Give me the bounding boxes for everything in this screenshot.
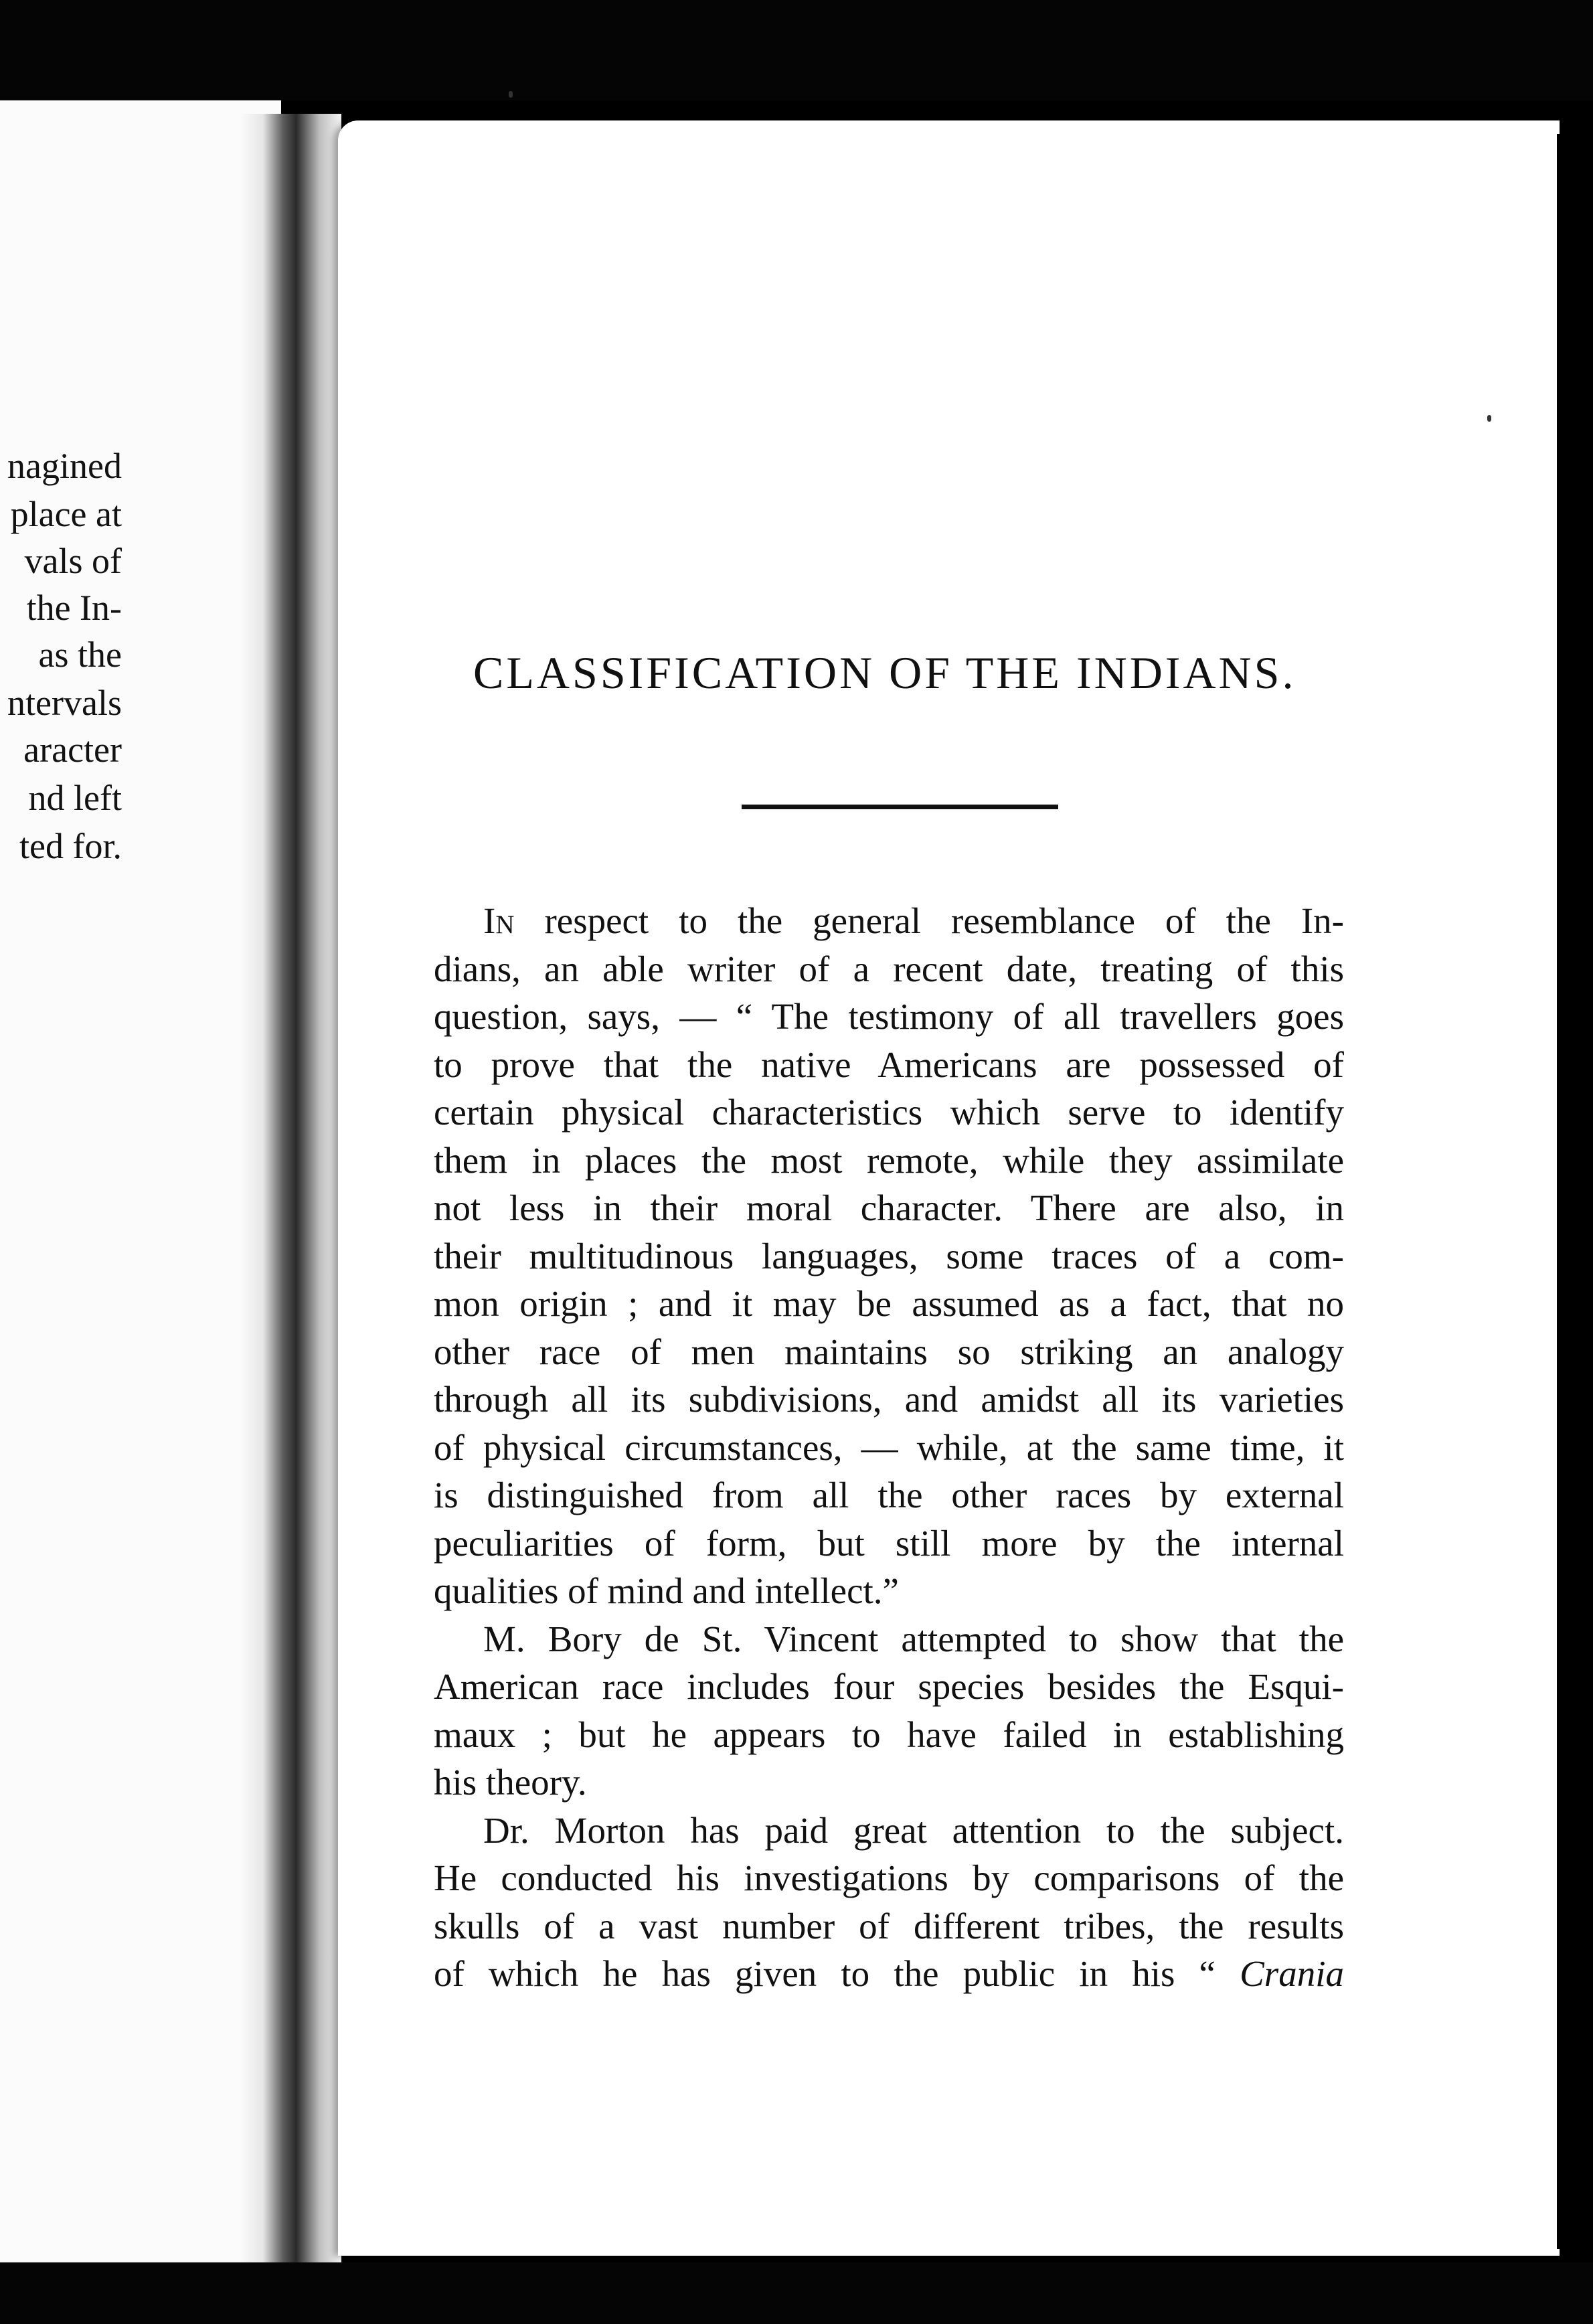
left-page-line: nagined xyxy=(7,446,122,486)
text-line xyxy=(434,1950,1344,1998)
scan-speck xyxy=(1487,415,1491,422)
text-line: skulls of a vast number of different tribes, the results xyxy=(434,1905,1344,1946)
text-line: through all its subdivisions, and amidst all its varieties xyxy=(434,1379,1344,1420)
drop-lead-word: In xyxy=(483,900,515,941)
text-line: mon origin ; and it may be assumed as a fact, that no xyxy=(434,1283,1344,1324)
left-page-line: as the xyxy=(38,635,122,675)
text-line: American race includes four species besides the Esqui- xyxy=(434,1666,1344,1707)
text-line: is distinguished from all the other races by external xyxy=(434,1475,1344,1515)
text-line: qualities of mind and intellect.” xyxy=(434,1570,899,1611)
chapter-title: CLASSIFICATION OF THE INDIANS. xyxy=(473,647,1296,698)
left-page-line: nd left xyxy=(28,778,122,818)
title-rule xyxy=(742,805,1058,809)
text-line: certain physical characteristics which serve to identify xyxy=(434,1092,1344,1133)
book-gutter xyxy=(241,114,341,2269)
text-line: them in places the most remote, while they assimilate xyxy=(434,1139,1344,1181)
scan-speck xyxy=(509,91,513,98)
text-line: his theory. xyxy=(434,1762,587,1803)
text-line xyxy=(434,897,1344,945)
scan-border-right xyxy=(1557,134,1593,2249)
text-line: other race of men maintains so striking an analogy xyxy=(434,1331,1344,1372)
text-line: maux ; but he appears to have failed in establishing xyxy=(434,1714,1344,1755)
text-line: M. Bory de St. Vincent attempted to show that the xyxy=(483,1618,1344,1659)
text-line-content: respect to the general resemblance of the In- xyxy=(514,900,1344,941)
text-line-content: of which he has given to the public in his “ xyxy=(434,1953,1240,1994)
body-text xyxy=(434,897,1344,1998)
text-line: He conducted his investigations by comparisons of the xyxy=(434,1857,1344,1898)
text-line: of physical circumstances, — while, at the same time, it xyxy=(434,1426,1344,1468)
previous-page xyxy=(0,100,281,2282)
text-line: not less in their moral character. There are also, in xyxy=(434,1187,1344,1228)
left-page-line: place at xyxy=(10,494,122,534)
left-page-line: ntervals xyxy=(7,683,122,723)
text-line: to prove that the native Americans are possessed of xyxy=(434,1044,1344,1085)
text-line: dians, an able writer of a recent date, treating of this xyxy=(434,948,1344,989)
left-page-line: ted for. xyxy=(19,826,122,866)
scan-border-bottom xyxy=(0,2262,1593,2324)
left-page-line: vals of xyxy=(24,541,122,581)
text-line: question, says, — “ The testimony of all travellers goes xyxy=(434,996,1344,1037)
text-line: their multitudinous languages, some traces of a com- xyxy=(434,1235,1344,1276)
text-line: Dr. Morton has paid great attention to the subject. xyxy=(483,1809,1344,1851)
text-line: peculiarities of form, but still more by the internal xyxy=(434,1522,1344,1564)
italic-title-word: Crania xyxy=(1240,1953,1344,1994)
left-page-line: aracter xyxy=(23,730,122,770)
left-page-line: the In- xyxy=(26,588,122,628)
scan-border-top xyxy=(0,0,1593,100)
